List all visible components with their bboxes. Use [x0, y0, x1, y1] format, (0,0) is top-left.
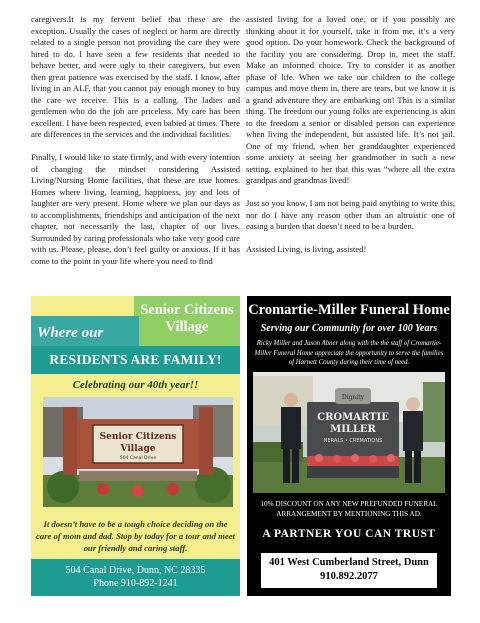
phone-line: 910.892.2077: [320, 571, 378, 582]
cromartie-miller-ad: [247, 296, 451, 596]
where-our-text: Where our: [37, 325, 104, 341]
sign-text: Senior Citizens: [99, 432, 177, 442]
article-paragraph: Just so you know, I am not being paid anything to write this, nor do I have any reason other than an altruistic one of easing a burden that doesn’t need to be a burden.: [246, 198, 455, 231]
funeral-home-photo: [253, 372, 445, 493]
senior-citizens-village-ad: [31, 296, 240, 596]
tagline: It doesn’t have to be a tough choice deciding on the care of mom and dad. Stop by today for a tour and meet our friendly and caring staff.: [35, 519, 236, 553]
village-sign-photo: [43, 397, 233, 507]
sign-top-text: Dignity: [341, 394, 365, 401]
sign-text: NERALS • CREMATIONS: [323, 438, 383, 444]
funeral-home-title: Cromartie-Miller Funeral Home: [248, 302, 450, 318]
article-column-right: [246, 14, 455, 267]
discount-offer: 10% DISCOUNT ON ANY NEW PREFUNDED FUNERAL ARRANGEMENT BY MENTIONING THIS AD.: [260, 500, 438, 518]
funeral-home-subtitle: Serving our Community for over 100 Years: [260, 323, 438, 334]
brand-name: Senior Citizens Village: [140, 302, 234, 335]
article-column-left: [31, 14, 240, 279]
article-paragraph: caregivers.It is my fervent belief that these are the exception. Usually the cases of neglect or harm are directly related to a single person not providing the care they were hired to do. I have seen a few residents that needed to behave better, and were ugly to their caregivers, but even then great patience was exercised by the staff. I know, after living in an ALF, that you cannot pay enough money to buy the care we receive. This is a calling. The ladies and gentlemen who do the job are priceless. My care has been excellent. I have been respected, even babied at times. There are differences in the services and the individual facilities.: [31, 14, 240, 139]
article-closing-line: Assisted Living, is living, assisted!: [246, 244, 367, 254]
contact-box: [261, 553, 437, 588]
partner-tagline: A PARTNER YOU CAN TRUST: [262, 528, 436, 540]
phone-line: Phone 910-892-1241: [93, 578, 178, 589]
contact-block: [31, 564, 240, 590]
sign-text: Village: [120, 444, 156, 454]
celebrating-line: Celebrating our 40th year!!: [72, 379, 199, 391]
residents-headline: RESIDENTS ARE FAMILY!: [49, 352, 222, 367]
intro-text: Ricky Miller and Jason Abner along with the the staff of Cromartie-Miller Funeral Home appreciate the opportunity to serve the families of Harnett County during their time of need.: [254, 340, 444, 366]
address-line: 401 West Cumberland Street, Dunn: [269, 557, 429, 568]
sign-text: MILLER: [330, 424, 376, 435]
sign-text: CROMARTIE: [317, 412, 389, 423]
sign-address: 504 Canal Drive: [119, 456, 157, 461]
article-paragraph: assisted living for a loved one, or if you possibly are thinking about it for yourself, take it from me, it’s a very good option. Do your homework. Check the background of the facility you are considering. Drop in, meet the staff. Make an informed choice. Try to consider it as another phase of life. When we take our children to the college campus and move them in, there are tears, but we know it is a grand adventure they are embarking on! This is a similar thing. The freedom our young folks are experiencing is akin to the freedom a senior or disabled person can experience when living the independent, but assisted life. It’s not jail. One of my friend, when her granddaughter experienced some anxiety at seeing her grandmother in such a new setting, explained to her that this was “where all the extra grandpas and grandmas lived!: [246, 14, 455, 185]
article-paragraph: Finally, I would like to state firmly, and with every intention of changing the mindset considering Assisted Living/Nursing Home facilities, that these are true homes. Homes where living, learning, happiness, joy and lots of laughter are very present. Home where we plan our days as to accomplishments, friendships and anticipation of the next chapter, not necessarily the last, chapter of our lives. Surrounded by caring professionals who take very good care with us. Please, please, don’t feel guilty or anxious. If it has come to the point in your life where you need to find: [31, 152, 240, 266]
address-line: 504 Canal Drive, Dunn, NC 28335: [65, 565, 206, 576]
